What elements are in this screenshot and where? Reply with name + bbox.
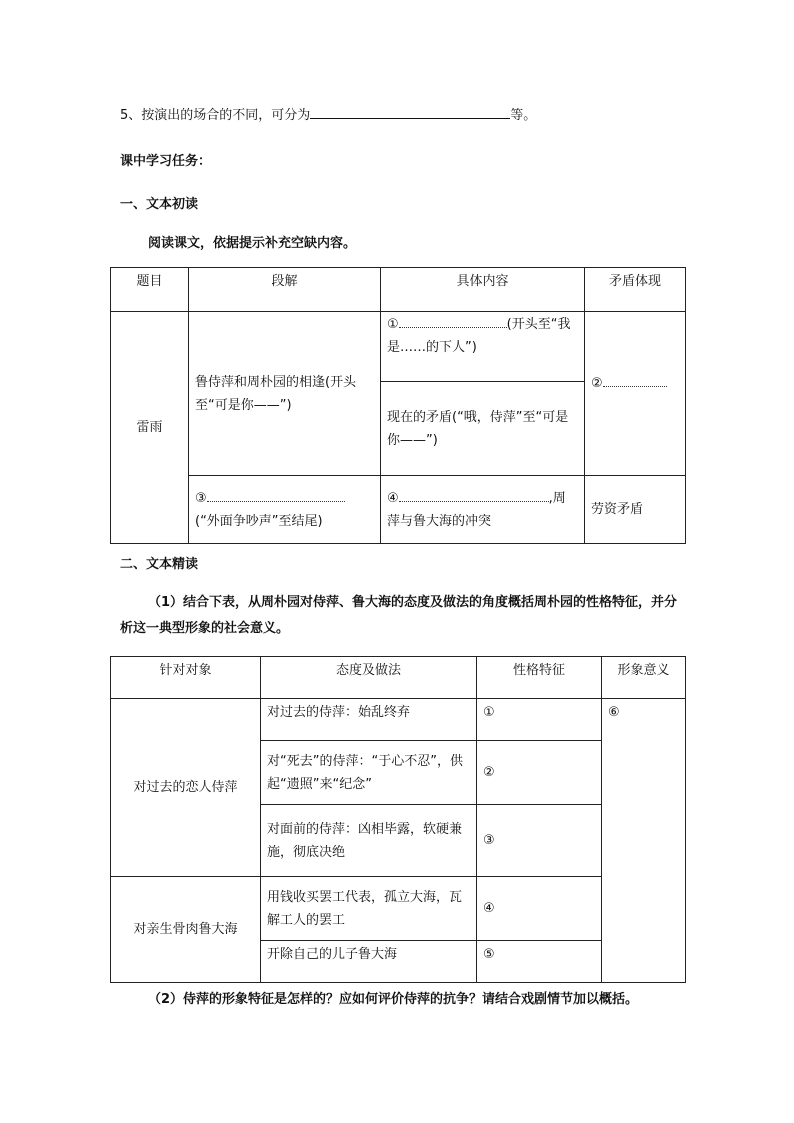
marker-3: ③	[195, 490, 207, 506]
table2-attitude-1: 对过去的侍萍：始乱终弃	[261, 699, 477, 741]
table1-duanjie-row1: 鲁侍萍和周朴园的相逢(开头至“可是你——”)	[189, 312, 381, 476]
table1-duanjie-row2[interactable]	[189, 476, 381, 544]
table2-attitude-5: 开除自己的儿子鲁大海	[261, 941, 477, 983]
section-1-instruction: 阅读课文，依据提示补充空缺内容。	[148, 236, 357, 251]
close-reading-table	[110, 656, 686, 983]
table1-header-content: 具体内容	[381, 268, 585, 312]
marker-4: ④	[387, 490, 399, 506]
table2-header-attitude: 态度及做法	[261, 657, 477, 699]
blank-1[interactable]	[399, 315, 507, 328]
table2-attitude-2: 对“死去”的侍萍：“于心不忍”，供起“遗照”来“纪念”	[261, 741, 477, 805]
section-2-question-1: （1）结合下表，从周朴园对侍萍、鲁大海的态度及做法的角度概括周朴园的性格特征，并分析这一典型形象的社会意义。	[120, 595, 678, 636]
table2-trait-4[interactable]: ④	[477, 877, 602, 941]
table1-header-title: 题目	[111, 268, 189, 312]
table1-content-row2[interactable]	[381, 476, 585, 544]
table1-conflict-row2: 劳资矛盾	[585, 476, 686, 544]
table1-content-row1a-text: (开头至“我是……的下人”)	[387, 317, 571, 355]
question-5	[120, 104, 536, 123]
text-reading-table	[110, 267, 686, 544]
table1-content-row2-text: ,周萍与鲁大海的冲突	[387, 490, 566, 529]
table1-duanjie-row2-text: (“外面争吵声”至结尾)	[195, 513, 323, 529]
blank-3[interactable]	[207, 489, 345, 502]
table2-trait-5[interactable]: ⑤	[477, 941, 602, 983]
table2-meaning[interactable]: ⑥	[602, 699, 686, 983]
question-5-suffix: 等。	[510, 108, 537, 123]
table2-target-1: 对过去的恋人侍萍	[111, 699, 261, 877]
section-2-title: 二、文本精读	[120, 557, 199, 572]
table1-content-row1b: 现在的矛盾(“哦，侍萍”至“可是你——”)	[381, 382, 585, 476]
table1-title-cell: 雷雨	[111, 312, 189, 544]
table1-conflict-row1[interactable]	[585, 312, 686, 476]
table2-target-2: 对亲生骨肉鲁大海	[111, 877, 261, 983]
marker-1: ①	[387, 317, 399, 332]
blank-2[interactable]	[603, 374, 667, 387]
table1-header-duanjie: 段解	[189, 268, 381, 312]
table2-header-target: 针对对象	[111, 657, 261, 699]
table2-header-meaning: 形象意义	[602, 657, 686, 699]
table1-content-row1a[interactable]	[381, 312, 585, 382]
table2-header-trait: 性格特征	[477, 657, 602, 699]
table2-attitude-4: 用钱收买罢工代表，孤立大海，瓦解工人的罢工	[261, 877, 477, 941]
section-2-question-2: （2）侍萍的形象特征是怎样的？应如何评价侍萍的抗争？请结合戏剧情节加以概括。	[148, 992, 639, 1007]
marker-2: ②	[591, 376, 603, 391]
table2-attitude-3: 对面前的侍萍：凶相毕露，软硬兼施，彻底决绝	[261, 805, 477, 877]
question-5-prefix: 5、按演出的场合的不同，可分为	[120, 108, 311, 123]
section-1-title: 一、文本初读	[120, 197, 199, 212]
blank-4[interactable]	[399, 489, 549, 502]
question-5-blank[interactable]	[310, 105, 510, 119]
table1-header-conflict: 矛盾体现	[585, 268, 686, 312]
table2-trait-1[interactable]: ①	[477, 699, 602, 741]
in-class-task-heading: 课中学习任务：	[120, 154, 212, 169]
table2-trait-3[interactable]: ③	[477, 805, 602, 877]
table2-trait-2[interactable]: ②	[477, 741, 602, 805]
